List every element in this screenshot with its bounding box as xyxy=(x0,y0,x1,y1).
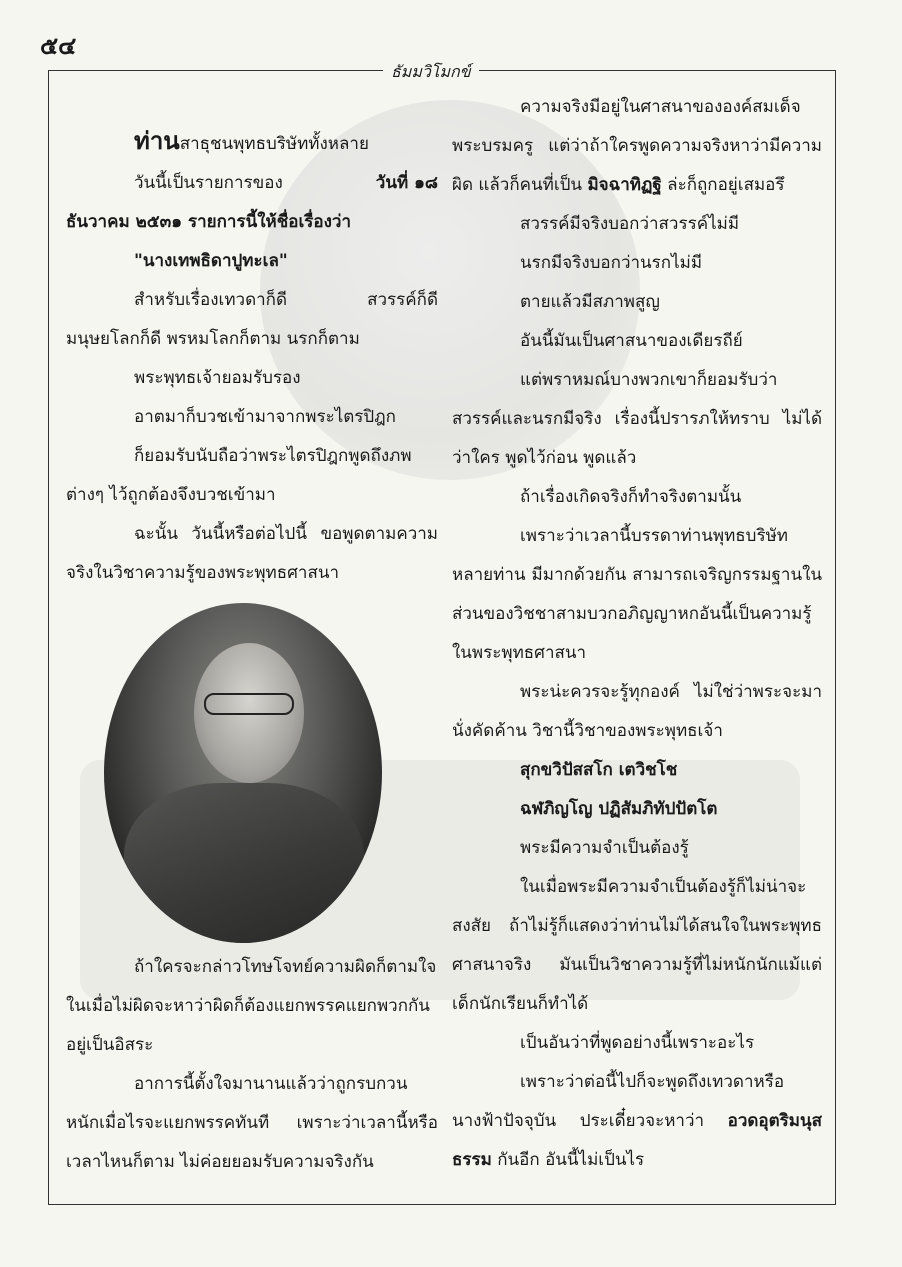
text: ล่ะก็ถูกอยู่เสมอรึ xyxy=(661,175,785,195)
opening-word: ท่าน xyxy=(134,127,180,155)
left-column-bottom xyxy=(66,948,438,1182)
paragraph xyxy=(452,1063,822,1180)
paragraph: อาตมาก็บวชเข้ามาจากพระไตรปิฎก xyxy=(134,407,396,427)
text: วันนี้เป็นรายการของ xyxy=(134,173,283,193)
text: กันอีก อันนี้ไม่เป็นไร xyxy=(491,1150,645,1170)
paragraph: ถ้าใครจะกล่าวโทษโจทย์ความผิดก็ตามใจ ในเมื่อไม่ผิดจะหาว่าผิดก็ต้องแยกพรรคแยกพวกกัน อยู่เป็นอิสระ xyxy=(66,957,437,1055)
left-column-top xyxy=(66,88,438,593)
paragraph: สำหรับเรื่องเทวดาก็ดี สวรรค์ก็ดี มนุษยโลกก็ดี พรหมโลกก็ตาม นรกก็ตาม xyxy=(66,290,438,349)
paragraph: ในเมื่อพระมีความจำเป็นต้องรู้ก็ไม่น่าจะสงสัย ถ้าไม่รู้ก็แสดงว่าท่านไม่ได้สนใจในพระพุทธศาสนาจริง มันเป็นวิชาความรู้ที่ไม่หนักนักแม้แต่เด็กนักเรียนก็ทำได้ xyxy=(452,877,822,1014)
paragraph: ฉะนั้น วันนี้หรือต่อไปนี้ ขอพูดตามความจริงในวิชาความรู้ของพระพุทธศาสนา xyxy=(66,524,438,583)
monk-portrait-photo xyxy=(104,603,382,943)
line: นรกมีจริงบอกว่านรกไม่มี xyxy=(520,253,703,273)
photo-glasses xyxy=(204,693,294,715)
text: เพราะว่าต่อนี้ไปก็จะพูดถึงเทวดาหรือนางฟ้าปัจจุบัน ประเดี๋ยวจะหาว่า xyxy=(452,1072,785,1131)
line: สวรรค์มีจริงบอกว่าสวรรค์ไม่มี xyxy=(520,214,740,234)
pali-verse-line: สุกขวิปัสสโก เตวิชโช xyxy=(520,760,678,780)
line: อันนี้มันเป็นศาสนาของเดียรถีย์ xyxy=(520,331,743,351)
paragraph xyxy=(66,203,438,242)
paragraph xyxy=(66,122,438,164)
paragraph: แต่พราหมณ์บางพวกเขาก็ยอมรับว่าสวรรค์และนรกมีจริง เรื่องนี้ปรารภให้ทราบ ไม่ได้ว่าใคร พูดไว้ก่อน พูดแล้ว xyxy=(452,370,822,468)
paragraph xyxy=(66,164,438,203)
page-number: ๕๔ xyxy=(40,32,77,60)
paragraph: พระมีความจำเป็นต้องรู้ xyxy=(520,838,689,858)
text: สาธุชนพุทธบริษัททั้งหลาย xyxy=(179,134,369,154)
paragraph xyxy=(452,88,822,205)
line: ตายแล้วมีสภาพสูญ xyxy=(520,292,660,312)
story-title: "นางเทพธิดาปูทะเล" xyxy=(134,251,288,271)
paragraph: เพราะว่าเวลานี้บรรดาท่านพุทธบริษัทหลายท่าน มีมากด้วยกัน สามารถเจริญกรรมฐานในส่วนของวิชชาสามบวกอภิญญาหกอันนี้เป็นความรู้ในพระพุทธศาสนา xyxy=(452,526,822,663)
pali-verse-line: ฉฬภิญโญ ปฏิสัมภิทัปปัตโต xyxy=(520,799,718,819)
bold-term: มิจฉาทิฏฐิ xyxy=(587,175,662,195)
bold-term: อวดอุตริมนุสธรรม xyxy=(452,1111,822,1170)
paragraph: อาการนี้ตั้งใจมานานแล้วว่าถูกรบกวนหนักเมื่อไรจะแยกพรรคทันที เพราะว่าเวลานี้หรือเวลาไหนก็ตาม ไม่ค่อยยอมรับความจริงกัน xyxy=(66,1074,438,1172)
paragraph: ก็ยอมรับนับถือว่าพระไตรปิฎกพูดถึงภพต่างๆ ไว้ถูกต้องจึงบวชเข้ามา xyxy=(66,446,412,505)
text: ความจริงมีอยู่ในศาสนาขององค์สมเด็จพระบรมครู แต่ว่าถ้าใครพูดความจริงหาว่ามีความผิด แล้วก็คนที่เป็น xyxy=(452,97,822,195)
photo-robe xyxy=(124,783,364,943)
paragraph: เป็นอันว่าที่พูดอย่างนี้เพราะอะไร xyxy=(520,1033,755,1053)
text: ธันวาคม ๒๕๓๑ รายการนี้ให้ชื่อเรื่องว่า xyxy=(66,212,352,232)
paragraph: พระน่ะควรจะรู้ทุกองค์ ไม่ใช่ว่าพระจะมานั่งคัดค้าน วิชานี้วิชาของพระพุทธเจ้า xyxy=(452,682,822,741)
running-header: ธัมมวิโมกข์ xyxy=(383,60,479,85)
paragraph: พระพุทธเจ้ายอมรับรอง xyxy=(134,368,301,388)
right-column xyxy=(452,88,822,1180)
date-bold: วันที่ ๑๘ xyxy=(375,173,438,193)
paragraph: ถ้าเรื่องเกิดจริงก็ทำจริงตามนั้น xyxy=(520,487,742,507)
